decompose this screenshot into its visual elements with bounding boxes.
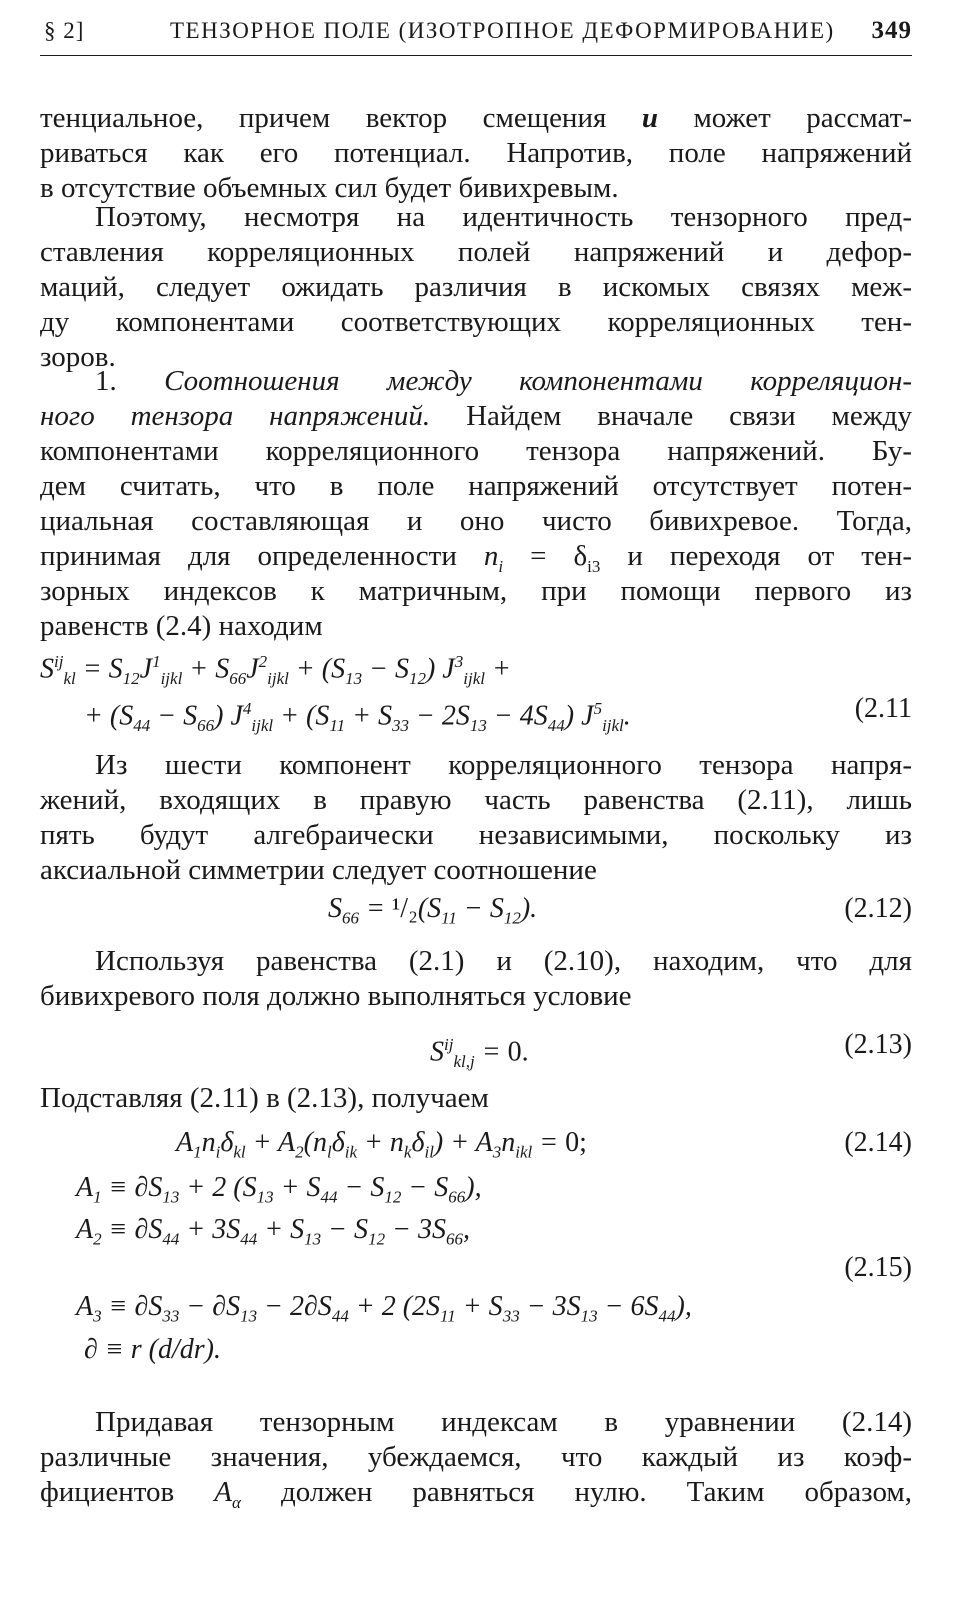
paragraph <box>40 1405 912 1510</box>
text-line: 1. Соотношения между компонентами корреляцион- <box>95 365 912 397</box>
paragraph-subsection-1 <box>40 364 912 644</box>
book-page <box>40 0 912 1600</box>
equation-2-15-a3: $A_3 \equiv \partial S_{33} - \partial S_{13} - 2\partial S_{44} + 2$ $(2S_{11} + S_{33} - 3S_{13} - 6S_{44})$, <box>76 1291 692 1326</box>
paragraph <box>40 1081 912 1116</box>
text-line: бивихревого поля должно выполняться условие <box>40 980 632 1012</box>
equation-number: (2.11 <box>854 693 912 724</box>
equation-2-15-a2: $A_2 \equiv \partial S_{44} + 3S_{44} + S_{13} - S_{12} - 3S_{66}$, <box>76 1214 470 1249</box>
text-line: циальная составляющая и оно чисто бивихревое. Тогда, <box>40 505 912 537</box>
header-rule <box>40 55 912 56</box>
running-header <box>40 14 912 48</box>
text-line: равенств (2.4) находим <box>40 610 323 642</box>
subsection-title: Соотношения между компонентами корреляцион- <box>164 365 912 397</box>
equation-number: (2.13) <box>844 1029 912 1060</box>
text-line: Используя равенства (2.1) и (2.10), находим, что для <box>95 945 912 977</box>
paragraph-continuation <box>40 101 912 206</box>
equation-2-12: $S_{66} = ^1/_2(S_{11} - S_{12})$. <box>328 893 538 928</box>
text-line: тенциальное, причем вектор смещения u может рассмат- <box>40 102 912 134</box>
text-line: в отсутствие объемных сил будет бивихревым. <box>40 172 619 204</box>
text-line: пять будут алгебраически независимыми, поскольку из <box>40 819 912 851</box>
text-line: компонентами корреляционного тензора напряжений. Бу- <box>40 435 912 467</box>
text-line: Придавая тензорным индексам в уравнении (2.14) <box>95 1406 912 1438</box>
text-line: зорных индексов к матричным, при помощи первого из <box>40 575 912 607</box>
text-line: ставления корреляционных полей напряжений и дефор- <box>40 236 912 268</box>
equation-2-13: $S^{ij}_{kl,j} = 0$. <box>430 1035 529 1071</box>
paragraph <box>40 944 912 1014</box>
paragraph <box>40 200 912 375</box>
text-line: риваться как его потенциал. Напротив, поле напряжений <box>40 137 912 169</box>
text-line: дем считать, что в поле напряжений отсутствует потен- <box>40 470 912 502</box>
equation-number: (2.15) <box>844 1252 912 1283</box>
text-line: Подставляя (2.11) в (2.13), получаем <box>40 1082 489 1114</box>
text-line: маций, следует ожидать различия в искомых связях меж- <box>40 271 912 303</box>
equation-2-11-line-2: + $(S_{44} - S_{66}) J^4_{ijkl} + (S_{11} + S_{33} - 2S_{13} - 4S_{44})$ $J^5_{ijkl}$. <box>84 699 631 735</box>
paragraph <box>40 748 912 888</box>
text-line: ду компонентами соответствующих корреляционных тен- <box>40 306 912 338</box>
equation-2-15-a4: ∂ ≡ r (d/dr). <box>84 1334 221 1365</box>
text-line: фициентов $A_\alpha$ должен равняться нулю. Таким образом, <box>40 1476 912 1512</box>
text-line: аксиальной симметрии следует соотношение <box>40 854 597 886</box>
equation-number: (2.14) <box>844 1127 912 1158</box>
text-line: зоров. <box>40 341 116 373</box>
text-line: Поэтому, несмотря на идентичность тензорного пред- <box>95 201 912 233</box>
section-mark: § 2] <box>44 18 85 43</box>
equation-2-11-line-1: $S^{ij}_{kl} = S_{12}J^1_{ijkl} + S_{66}J^2_{ijkl} + (S_{13} - S_{12}) J^3_{ijkl}$ + <box>40 652 511 688</box>
running-title: ТЕНЗОРНОЕ ПОЛЕ (ИЗОТРОПНОЕ ДЕФОРМИРОВАНИЕ) <box>170 18 835 43</box>
equation-2-14: $A_1n_i\delta_{kl} + A_2(n_l\delta_{ik} + n_k\delta_{il}) + A_3n_{ikl} = 0$; <box>176 1127 587 1162</box>
equation-2-15-a1: $A_1 \equiv \partial S_{13} + 2$ $(S_{13} + S_{44} - S_{12} - S_{66})$, <box>76 1172 482 1207</box>
equation-number: (2.12) <box>844 893 912 924</box>
page-number: 349 <box>871 17 912 44</box>
text-line: ного тензора напряжений. Найдем вначале связи между <box>40 400 912 432</box>
text-line: Из шести компонент корреляционного тензора напря- <box>95 749 912 781</box>
text-line: принимая для определенности $n_i = \delta_{i3}$ и переходя от тен- <box>40 540 912 576</box>
subsection-title-end: ного тензора напряжений. <box>40 400 431 432</box>
text-line: жений, входящих в правую часть равенства (2.11), лишь <box>40 784 912 816</box>
text-line: различные значения, убеждаемся, что каждый из коэф- <box>40 1441 912 1473</box>
